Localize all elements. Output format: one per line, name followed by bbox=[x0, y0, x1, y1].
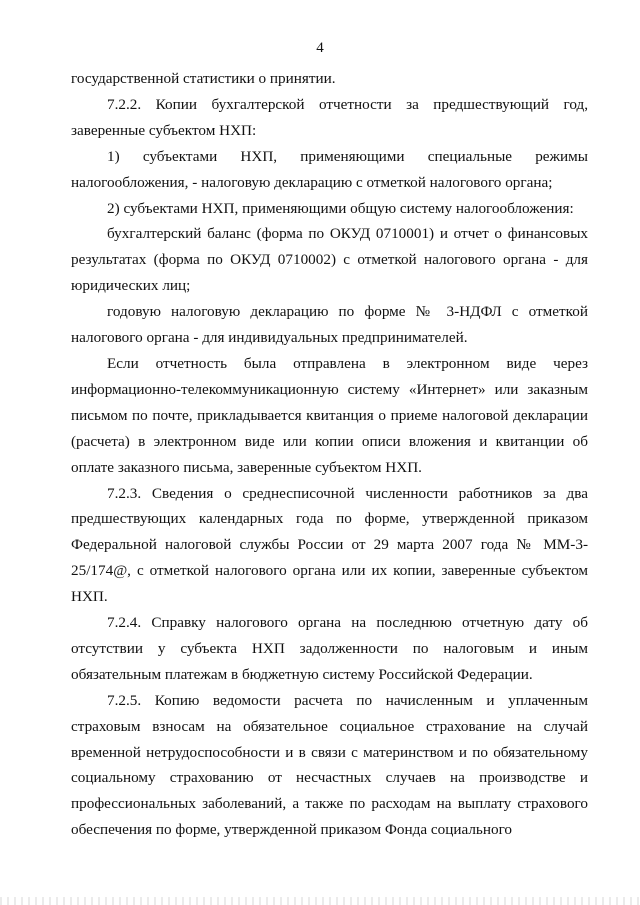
document-body bbox=[71, 66, 588, 843]
paragraph-tax-declaration: годовую налоговую декларацию по форме № 3-НДФЛ с отметкой налогового органа - для индивидуальных предпринимателей. bbox=[71, 303, 588, 347]
paragraph-balance-sheet: бухгалтерский баланс (форма по ОКУД 0710001) и отчет о финансовых результатах (форма по ОКУД 0710002) с отметкой налогового органа - для юридических лиц; bbox=[71, 225, 588, 295]
paragraph-7-2-2: 7.2.2. Копии бухгалтерской отчетности за предшествующий год, заверенные субъектом НХП: bbox=[71, 95, 588, 139]
paragraph-electronic-reporting: Если отчетность была отправлена в электронном виде через информационно-телекоммуникационную систему «Интернет» или заказным письмом по почте, прикладывается квитанция о приеме налоговой декларации (расчета) в электронном виде или копии описи вложения и квитанции об оплате заказного письма, заверенные субъектом НХП. bbox=[71, 354, 588, 476]
paragraph-continuation: государственной статистики о принятии. bbox=[71, 70, 336, 87]
paragraph-item-1: 1) субъектами НХП, применяющими специальные режимы налогообложения, - налоговую декларацию с отметкой налогового органа; bbox=[71, 147, 588, 191]
page-number: 4 bbox=[316, 40, 324, 56]
paragraph-7-2-3: 7.2.3. Сведения о среднесписочной численности работников за два предшествующих календарных года по форме, утвержденной приказом Федеральной налоговой службы России от 29 марта 2007 года № ММ-3-25/174@, с отметкой налогового органа или их копии, заверенные субъектом НХП. bbox=[71, 484, 588, 606]
paragraph-7-2-5: 7.2.5. Копию ведомости расчета по начисленным и уплаченным страховым взносам на обязательное социальное страхование на случай временной нетрудоспособности и в связи с материнством и по обязательному социальному страхованию от несчастных случаев на производстве и профессиональных заболеваний, а также по расходам на выплату страхового обеспечения по форме, утвержденной приказом Фонда социального bbox=[71, 691, 588, 839]
paragraph-item-2: 2) субъектами НХП, применяющими общую систему налогообложения: bbox=[107, 199, 574, 217]
paragraph-7-2-4: 7.2.4. Справку налогового органа на последнюю отчетную дату об отсутствии у субъекта НХП задолженности по налоговым и иным обязательным платежам в бюджетную систему Российской Федерации. bbox=[71, 614, 588, 683]
scan-bottom-edge bbox=[0, 897, 640, 905]
